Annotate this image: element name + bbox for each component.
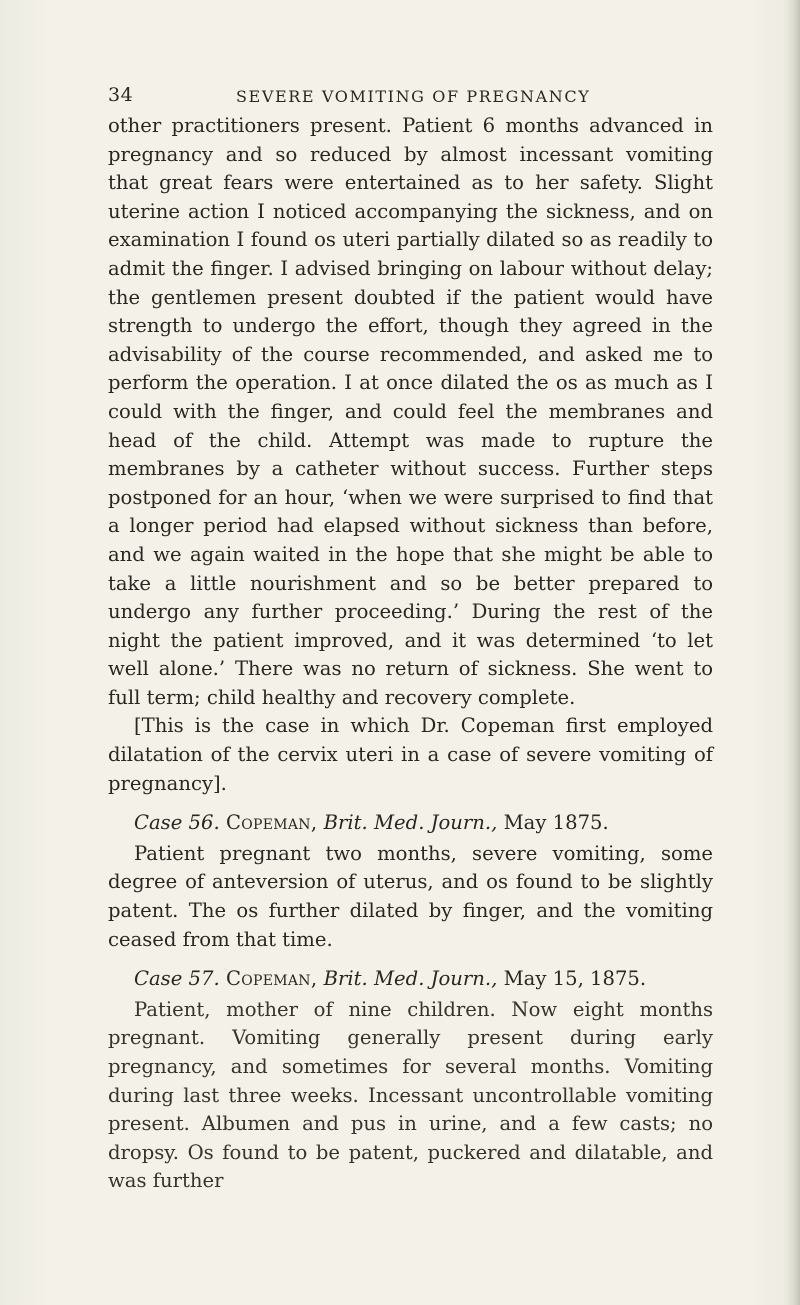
case-57-heading xyxy=(108,965,713,994)
case-56-date: May 1875. xyxy=(503,811,609,835)
paragraph-continuation: other practitioners present. Patient 6 months advanced in pregnancy and so reduced by almost incessant vomiting that great fears were entertained as to her safety. Slight uterine action I noticed accompanying the sickness, and on examination I found os uteri partially dilated so as readily to admit the finger. I advised bringing on labour without delay; the gentlemen present doubted if the patient would have strength to undergo the effort, though they agreed in the advisability of the course recommended, and asked me to perform the operation. I at once dilated the os as much as I could with the finger, and could feel the membranes and head of the child. Attempt was made to rupture the membranes by a catheter without success. Further steps postponed for an hour, ‘when we were surprised to find that a longer period had elapsed without sickness than before, and we again waited in the hope that she might be able to take a little nourishment and so be better prepared to undergo any further proceeding.’ During the rest of the night the patient improved, and it was determined ‘to let well alone.’ There was no return of sickness. She went to full term; child healthy and recovery complete. xyxy=(108,114,713,709)
page-number: 34 xyxy=(108,84,134,106)
case-56-journal: Brit. Med. Journ., xyxy=(323,811,498,835)
running-title: SEVERE VOMITING OF PREGNANCY xyxy=(236,87,591,106)
case-56-number: Case 56. xyxy=(134,811,220,835)
paragraph-editor-note: [This is the case in which Dr. Copeman first employed dilatation of the cervix uteri in a case of severe vomiting of pregnancy]. xyxy=(108,714,713,795)
case-57-text: Patient, mother of nine children. Now eight months pregnant. Vomiting generally present during early pregnancy, and sometimes for several months. Vomiting during last three weeks. Incessant uncontrollable vomiting present. Albumen and pus in urine, and a few casts; no dropsy. Os found to be patent, puckered and dilatable, and was further xyxy=(108,997,713,1193)
body-text xyxy=(108,112,713,1196)
case-56-text: Patient pregnant two months, severe vomiting, some degree of anteversion of uterus, and os found to be slightly patent. The os further dilated by finger, and the vomiting ceased from that time. xyxy=(108,841,713,951)
case-56-author: Copeman, xyxy=(225,811,318,835)
case-56-heading xyxy=(108,809,713,838)
case-57-journal: Brit. Med. Journ., xyxy=(323,967,498,991)
page-edge-shadow xyxy=(786,0,800,1305)
case-57-author: Copeman, xyxy=(225,967,318,991)
case-57-number: Case 57. xyxy=(134,967,220,991)
case-57-date: May 15, 1875. xyxy=(503,967,647,991)
page-header xyxy=(108,84,713,110)
